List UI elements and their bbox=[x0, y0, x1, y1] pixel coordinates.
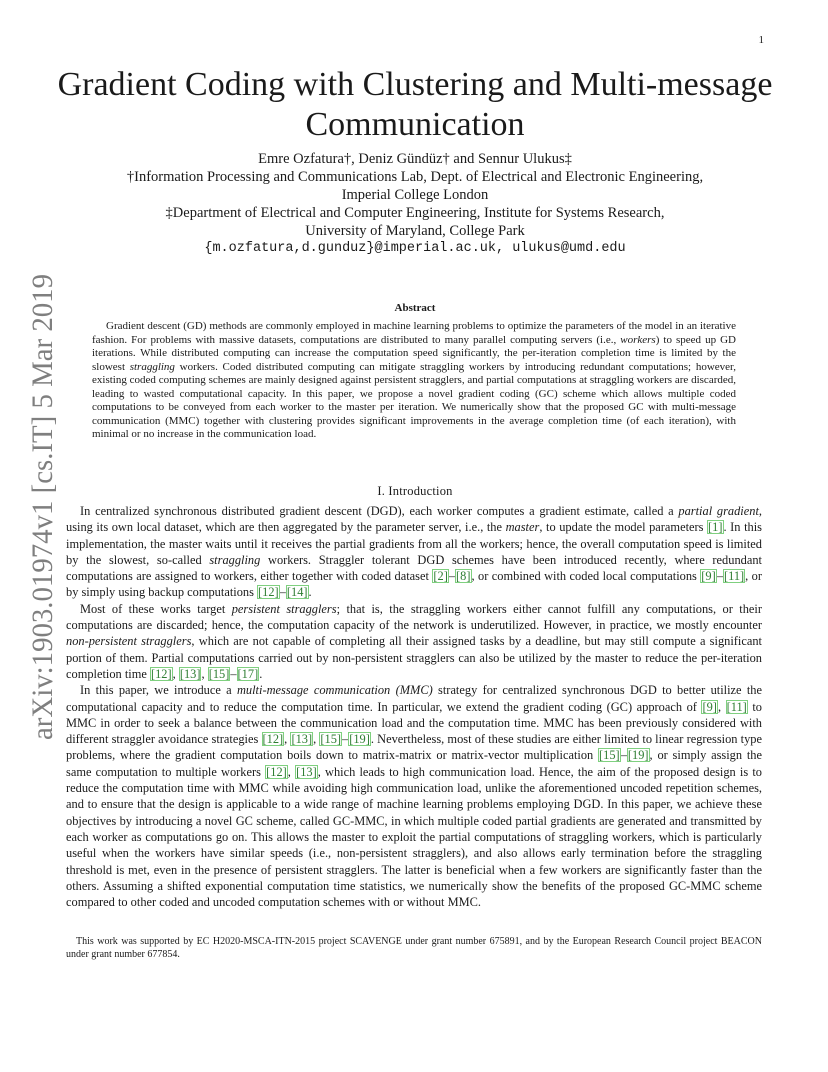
citation-link[interactable]: [11] bbox=[723, 569, 745, 584]
citation-link[interactable]: [14] bbox=[286, 585, 308, 600]
text-run: – bbox=[716, 569, 723, 584]
abstract-segment: ) to speed up GD iterations. While distributed computing can increase the computation speed significantly, the per-iteration completion time is limited by the slowest bbox=[92, 333, 737, 373]
text-run: . bbox=[308, 585, 312, 600]
title-line-1: Gradient Coding with Clustering and Multi-message bbox=[57, 66, 773, 103]
text-run: workers. Straggler tolerant DGD schemes have been introduced recently, where redundant computations are assigned to workers, either together with coded dataset bbox=[66, 552, 762, 584]
text-run: , bbox=[172, 666, 179, 681]
citation-link[interactable]: [13] bbox=[296, 764, 317, 779]
citation-link[interactable]: [13] bbox=[291, 732, 313, 747]
citation-link[interactable]: [12] bbox=[262, 732, 284, 747]
abstract-heading: Abstract bbox=[394, 302, 436, 314]
text-run: strategy for centralized synchronous DGD to better utilize the computational capacity and to reduce the computation time. In particular, we extend the gradient coding (GC) approach of bbox=[66, 683, 762, 714]
text-run: , which leads to high communication load. Hence, the aim of the proposed design is to reduce the computation time with MMC while avoiding high communication load, unlike the aforementioned uncoded repetition schemes, and to ensure that the design is applicable to a wide range of machine learning problems employing DGD. In this paper, we achieve these objectives by introducing a novel GC scheme, called GC-MMC, in which multiple coded partial gradients are generated and transmitted by each worker as computations go on. This allows the master to exploit the partial computations of straggling workers, which is particularly useful when the workers have similar speeds (i.e., non-persistent stragglers), and also allows early termination before the straggling threshold is met, even in the presence of persistent stragglers. The latter is beneficial when a few workers are significantly faster than the others. Assuming a shifted exponential computation time statistics, we numerically show the benefits of the proposed GC-MMC scheme compared to other coded and uncoded computation schemes with or without MMC. bbox=[66, 764, 762, 910]
emphasis: persistent stragglers bbox=[231, 601, 337, 616]
text-run: . In this implementation, the master waits until it receives the partial gradients from all the workers; hence, the overall computation speed is limited by the slowest, so-called bbox=[66, 520, 762, 567]
text-run: In this paper, we introduce a bbox=[80, 683, 237, 698]
text-run: – bbox=[230, 666, 237, 681]
text-run: , bbox=[287, 764, 296, 779]
paragraph-1 bbox=[66, 503, 762, 601]
emphasis: partial gradient bbox=[678, 504, 759, 518]
text-run: . Nevertheless, most of these studies are either limited to linear regression type problems, where the gradient computation boils down to matrix-matrix or matrix-vector multiplication bbox=[66, 732, 762, 763]
abstract-emphasis: workers bbox=[620, 333, 656, 346]
citation-link[interactable]: [12] bbox=[258, 585, 279, 600]
abstract-text bbox=[92, 320, 736, 442]
emphasis: straggling bbox=[209, 552, 261, 567]
text-run: , to update the model parameters bbox=[539, 520, 708, 535]
funding-footnote bbox=[66, 936, 762, 961]
page-number: 1 bbox=[758, 34, 764, 46]
text-run: . bbox=[259, 666, 263, 681]
affiliation-1a: †Information Processing and Communications Lab, Dept. of Electrical and Electronic Engineering, bbox=[126, 169, 704, 185]
text-run: , or combined with coded local computations bbox=[471, 569, 701, 584]
title-line-2: Communication bbox=[305, 106, 525, 143]
text-run: to MMC in order to seek a balance between the communication load and the computation time. MMC has been previously considered with different straggler avoidance strategies bbox=[66, 699, 762, 747]
citation-link[interactable]: [15] bbox=[208, 666, 230, 681]
citation-link[interactable]: [19] bbox=[349, 732, 370, 747]
emphasis: multi-message communication (MMC) bbox=[236, 683, 433, 698]
text-run: , or by simply using backup computations bbox=[66, 569, 762, 600]
citation-link[interactable]: [9] bbox=[702, 699, 717, 714]
text-run: , or simply assign the same computation to multiple workers bbox=[66, 748, 762, 779]
emphasis: non-persistent stragglers bbox=[66, 634, 192, 649]
paper-title bbox=[40, 65, 790, 145]
citation-link[interactable]: [8] bbox=[456, 569, 471, 584]
author-emails: {m.ozfatura,d.gunduz}@imperial.ac.uk, ulukus@umd.edu bbox=[204, 241, 626, 256]
citation-link[interactable]: [12] bbox=[150, 666, 172, 681]
text-run: Most of these works target bbox=[80, 601, 232, 616]
text-run: , bbox=[717, 699, 726, 714]
author-block bbox=[40, 150, 790, 258]
citation-link[interactable]: [1] bbox=[708, 520, 723, 535]
citation-link[interactable]: [17] bbox=[237, 666, 259, 681]
citation-link[interactable]: [19] bbox=[627, 748, 649, 763]
text-run: – bbox=[620, 748, 627, 763]
text-run: , bbox=[201, 666, 208, 681]
citation-link[interactable]: [9] bbox=[701, 569, 716, 584]
citation-link[interactable]: [13] bbox=[179, 666, 201, 681]
arxiv-stamp-svg bbox=[12, 270, 68, 740]
emphasis: master bbox=[505, 520, 540, 535]
citation-link[interactable]: [11] bbox=[726, 699, 747, 714]
affiliation-1b: Imperial College London bbox=[341, 187, 489, 203]
citation-link[interactable]: [12] bbox=[266, 764, 287, 779]
affiliation-2b: University of Maryland, College Park bbox=[305, 223, 525, 239]
arxiv-identifier-stamp bbox=[12, 270, 68, 740]
text-run: – bbox=[279, 585, 286, 600]
arxiv-id-text: arXiv:1903.01974v1 [cs.IT] 5 Mar 2019 bbox=[26, 270, 59, 740]
text-run: , using its own local dataset, which are then aggregated by the parameter server, i.e., the bbox=[66, 504, 762, 535]
text-run: , which are not capable of completing all their assigned tasks by a deadline, but may still compute a significant portion of them. Partial computations carried out by non-persistent stragglers can also be utilized by the master to reduce the per-iteration completion time bbox=[66, 634, 762, 681]
text-run: – bbox=[448, 569, 456, 584]
paragraph-3 bbox=[66, 682, 762, 910]
citation-link[interactable]: [15] bbox=[599, 748, 620, 763]
text-run: In centralized synchronous distributed gradient descent (DGD), each worker computes a gradient estimate, called a bbox=[80, 504, 679, 518]
abstract-emphasis: straggling bbox=[129, 360, 175, 373]
footnote-text: This work was supported by EC H2020-MSCA-ITN-2015 project SCAVENGE under grant number 675891, and by the European Research Council project BEACON under grant number 677854. bbox=[66, 936, 762, 960]
paragraph-2 bbox=[66, 601, 762, 682]
affiliation-2a: ‡Department of Electrical and Computer Engineering, Institute for Systems Research, bbox=[165, 205, 665, 221]
text-run: ; that is, the straggling workers either cannot fulfill any computations, or their computations are discarded; hence, the computation capacity of the network is underutilized. However, in practice, we mostly encounter bbox=[66, 601, 762, 633]
text-run: – bbox=[342, 732, 349, 747]
abstract-segment: Gradient descent (GD) methods are commonly employed in machine learning problems to optimize the parameters of the model in an iterative fashion. For problems with massive datasets, computations are distributed to many parallel computing servers (i.e., bbox=[92, 320, 736, 346]
text-run: , bbox=[313, 732, 320, 747]
text-run: , bbox=[284, 732, 291, 747]
citation-link[interactable]: [2] bbox=[433, 569, 448, 584]
citation-link[interactable]: [15] bbox=[320, 732, 342, 747]
introduction-body bbox=[66, 503, 762, 910]
section-heading-introduction: I. Introduction bbox=[377, 484, 453, 498]
author-names: Emre Ozfatura†, Deniz Gündüz† and Sennur Ulukus‡ bbox=[258, 151, 572, 167]
abstract-segment: workers. Coded distributed computing can mitigate straggling workers by introducing redundant computations; however, existing coded computing schemes are mainly designed against persistent stragglers, and partial computations at straggling workers are discarded, leading to wasted computational capacity. In this paper, we propose a novel gradient coding (GC) scheme which allows multiple coded computations to be conveyed from each worker to the master per iteration. We numerically show that the proposed GC with multi-message communication (MMC) together with clustering provides significant improvements in the average completion time (of each iteration), with minimal or no increase in the communication load. bbox=[92, 360, 736, 440]
